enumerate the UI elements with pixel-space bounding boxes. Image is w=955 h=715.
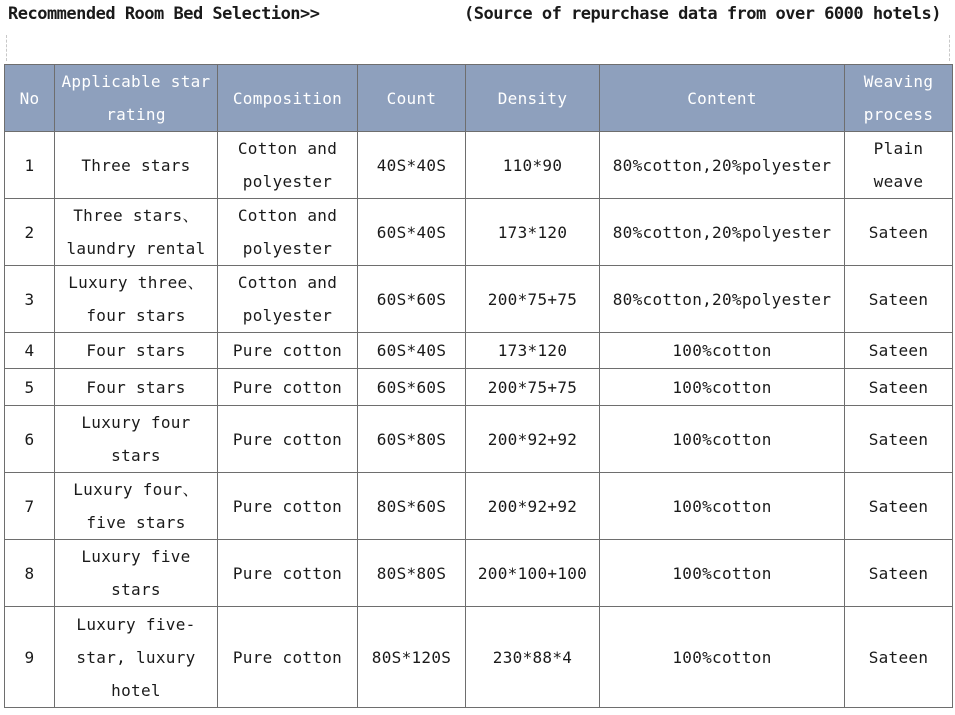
cell-composition: Pure cotton bbox=[218, 540, 358, 607]
table-row bbox=[5, 199, 953, 266]
source-note: (Source of repurchase data from over 6000 hotels) bbox=[463, 4, 941, 24]
cell-weaving: Sateen bbox=[845, 540, 953, 607]
cell-weaving: Sateen bbox=[845, 333, 953, 369]
cell-no: 6 bbox=[5, 406, 55, 473]
cell-count: 60S*40S bbox=[358, 199, 466, 266]
column-header-composition: Composition bbox=[218, 65, 358, 132]
cell-count: 60S*60S bbox=[358, 369, 466, 406]
cell-weaving: Sateen bbox=[845, 199, 953, 266]
cell-content: 100%cotton bbox=[600, 333, 845, 369]
column-header-density: Density bbox=[466, 65, 600, 132]
cell-rating: Luxury five-star, luxury hotel bbox=[55, 607, 218, 708]
cell-no: 7 bbox=[5, 473, 55, 540]
cell-count: 60S*40S bbox=[358, 333, 466, 369]
cell-rating: Luxury four、five stars bbox=[55, 473, 218, 540]
column-header-no: No bbox=[5, 65, 55, 132]
bed-selection-table bbox=[4, 64, 953, 708]
cell-count: 40S*40S bbox=[358, 132, 466, 199]
cell-content: 80%cotton,20%polyester bbox=[600, 132, 845, 199]
cell-composition: Pure cotton bbox=[218, 333, 358, 369]
cell-rating: Luxury four stars bbox=[55, 406, 218, 473]
cell-count: 60S*60S bbox=[358, 266, 466, 333]
cell-no: 3 bbox=[5, 266, 55, 333]
cell-content: 100%cotton bbox=[600, 540, 845, 607]
cell-weaving: Sateen bbox=[845, 266, 953, 333]
cell-no: 5 bbox=[5, 369, 55, 406]
dashed-divider bbox=[6, 35, 950, 61]
column-header-weaving: Weaving process bbox=[845, 65, 953, 132]
table-row bbox=[5, 406, 953, 473]
cell-density: 230*88*4 bbox=[466, 607, 600, 708]
cell-content: 80%cotton,20%polyester bbox=[600, 199, 845, 266]
table-header-row bbox=[5, 65, 953, 132]
cell-weaving: Sateen bbox=[845, 473, 953, 540]
cell-no: 8 bbox=[5, 540, 55, 607]
cell-weaving: Sateen bbox=[845, 369, 953, 406]
cell-content: 80%cotton,20%polyester bbox=[600, 266, 845, 333]
cell-count: 80S*60S bbox=[358, 473, 466, 540]
cell-composition: Pure cotton bbox=[218, 473, 358, 540]
cell-content: 100%cotton bbox=[600, 406, 845, 473]
cell-density: 200*75+75 bbox=[466, 369, 600, 406]
cell-composition: Pure cotton bbox=[218, 406, 358, 473]
cell-composition: Pure cotton bbox=[218, 369, 358, 406]
cell-rating: Three stars bbox=[55, 132, 218, 199]
cell-rating: Four stars bbox=[55, 369, 218, 406]
table-row bbox=[5, 132, 953, 199]
cell-density: 200*92+92 bbox=[466, 406, 600, 473]
cell-weaving: Sateen bbox=[845, 607, 953, 708]
cell-density: 173*120 bbox=[466, 333, 600, 369]
cell-composition: Pure cotton bbox=[218, 607, 358, 708]
cell-rating: Luxury five stars bbox=[55, 540, 218, 607]
cell-count: 80S*120S bbox=[358, 607, 466, 708]
cell-no: 1 bbox=[5, 132, 55, 199]
table-row bbox=[5, 473, 953, 540]
cell-composition: Cotton and polyester bbox=[218, 266, 358, 333]
table-row bbox=[5, 540, 953, 607]
cell-density: 200*100+100 bbox=[466, 540, 600, 607]
column-header-count: Count bbox=[358, 65, 466, 132]
table-row bbox=[5, 369, 953, 406]
cell-rating: Four stars bbox=[55, 333, 218, 369]
cell-content: 100%cotton bbox=[600, 607, 845, 708]
cell-composition: Cotton and polyester bbox=[218, 199, 358, 266]
page-title: Recommended Room Bed Selection>> bbox=[8, 4, 320, 24]
cell-rating: Three stars、laundry rental bbox=[55, 199, 218, 266]
cell-rating: Luxury three、four stars bbox=[55, 266, 218, 333]
table-row bbox=[5, 333, 953, 369]
cell-weaving: Sateen bbox=[845, 406, 953, 473]
cell-composition: Cotton and polyester bbox=[218, 132, 358, 199]
cell-density: 110*90 bbox=[466, 132, 600, 199]
cell-density: 200*75+75 bbox=[466, 266, 600, 333]
cell-content: 100%cotton bbox=[600, 473, 845, 540]
cell-weaving: Plain weave bbox=[845, 132, 953, 199]
cell-density: 173*120 bbox=[466, 199, 600, 266]
cell-count: 80S*80S bbox=[358, 540, 466, 607]
column-header-content: Content bbox=[600, 65, 845, 132]
cell-content: 100%cotton bbox=[600, 369, 845, 406]
cell-no: 4 bbox=[5, 333, 55, 369]
column-header-rating: Applicable star rating bbox=[55, 65, 218, 132]
cell-count: 60S*80S bbox=[358, 406, 466, 473]
table-row bbox=[5, 607, 953, 708]
cell-no: 2 bbox=[5, 199, 55, 266]
cell-no: 9 bbox=[5, 607, 55, 708]
table-row bbox=[5, 266, 953, 333]
cell-density: 200*92+92 bbox=[466, 473, 600, 540]
